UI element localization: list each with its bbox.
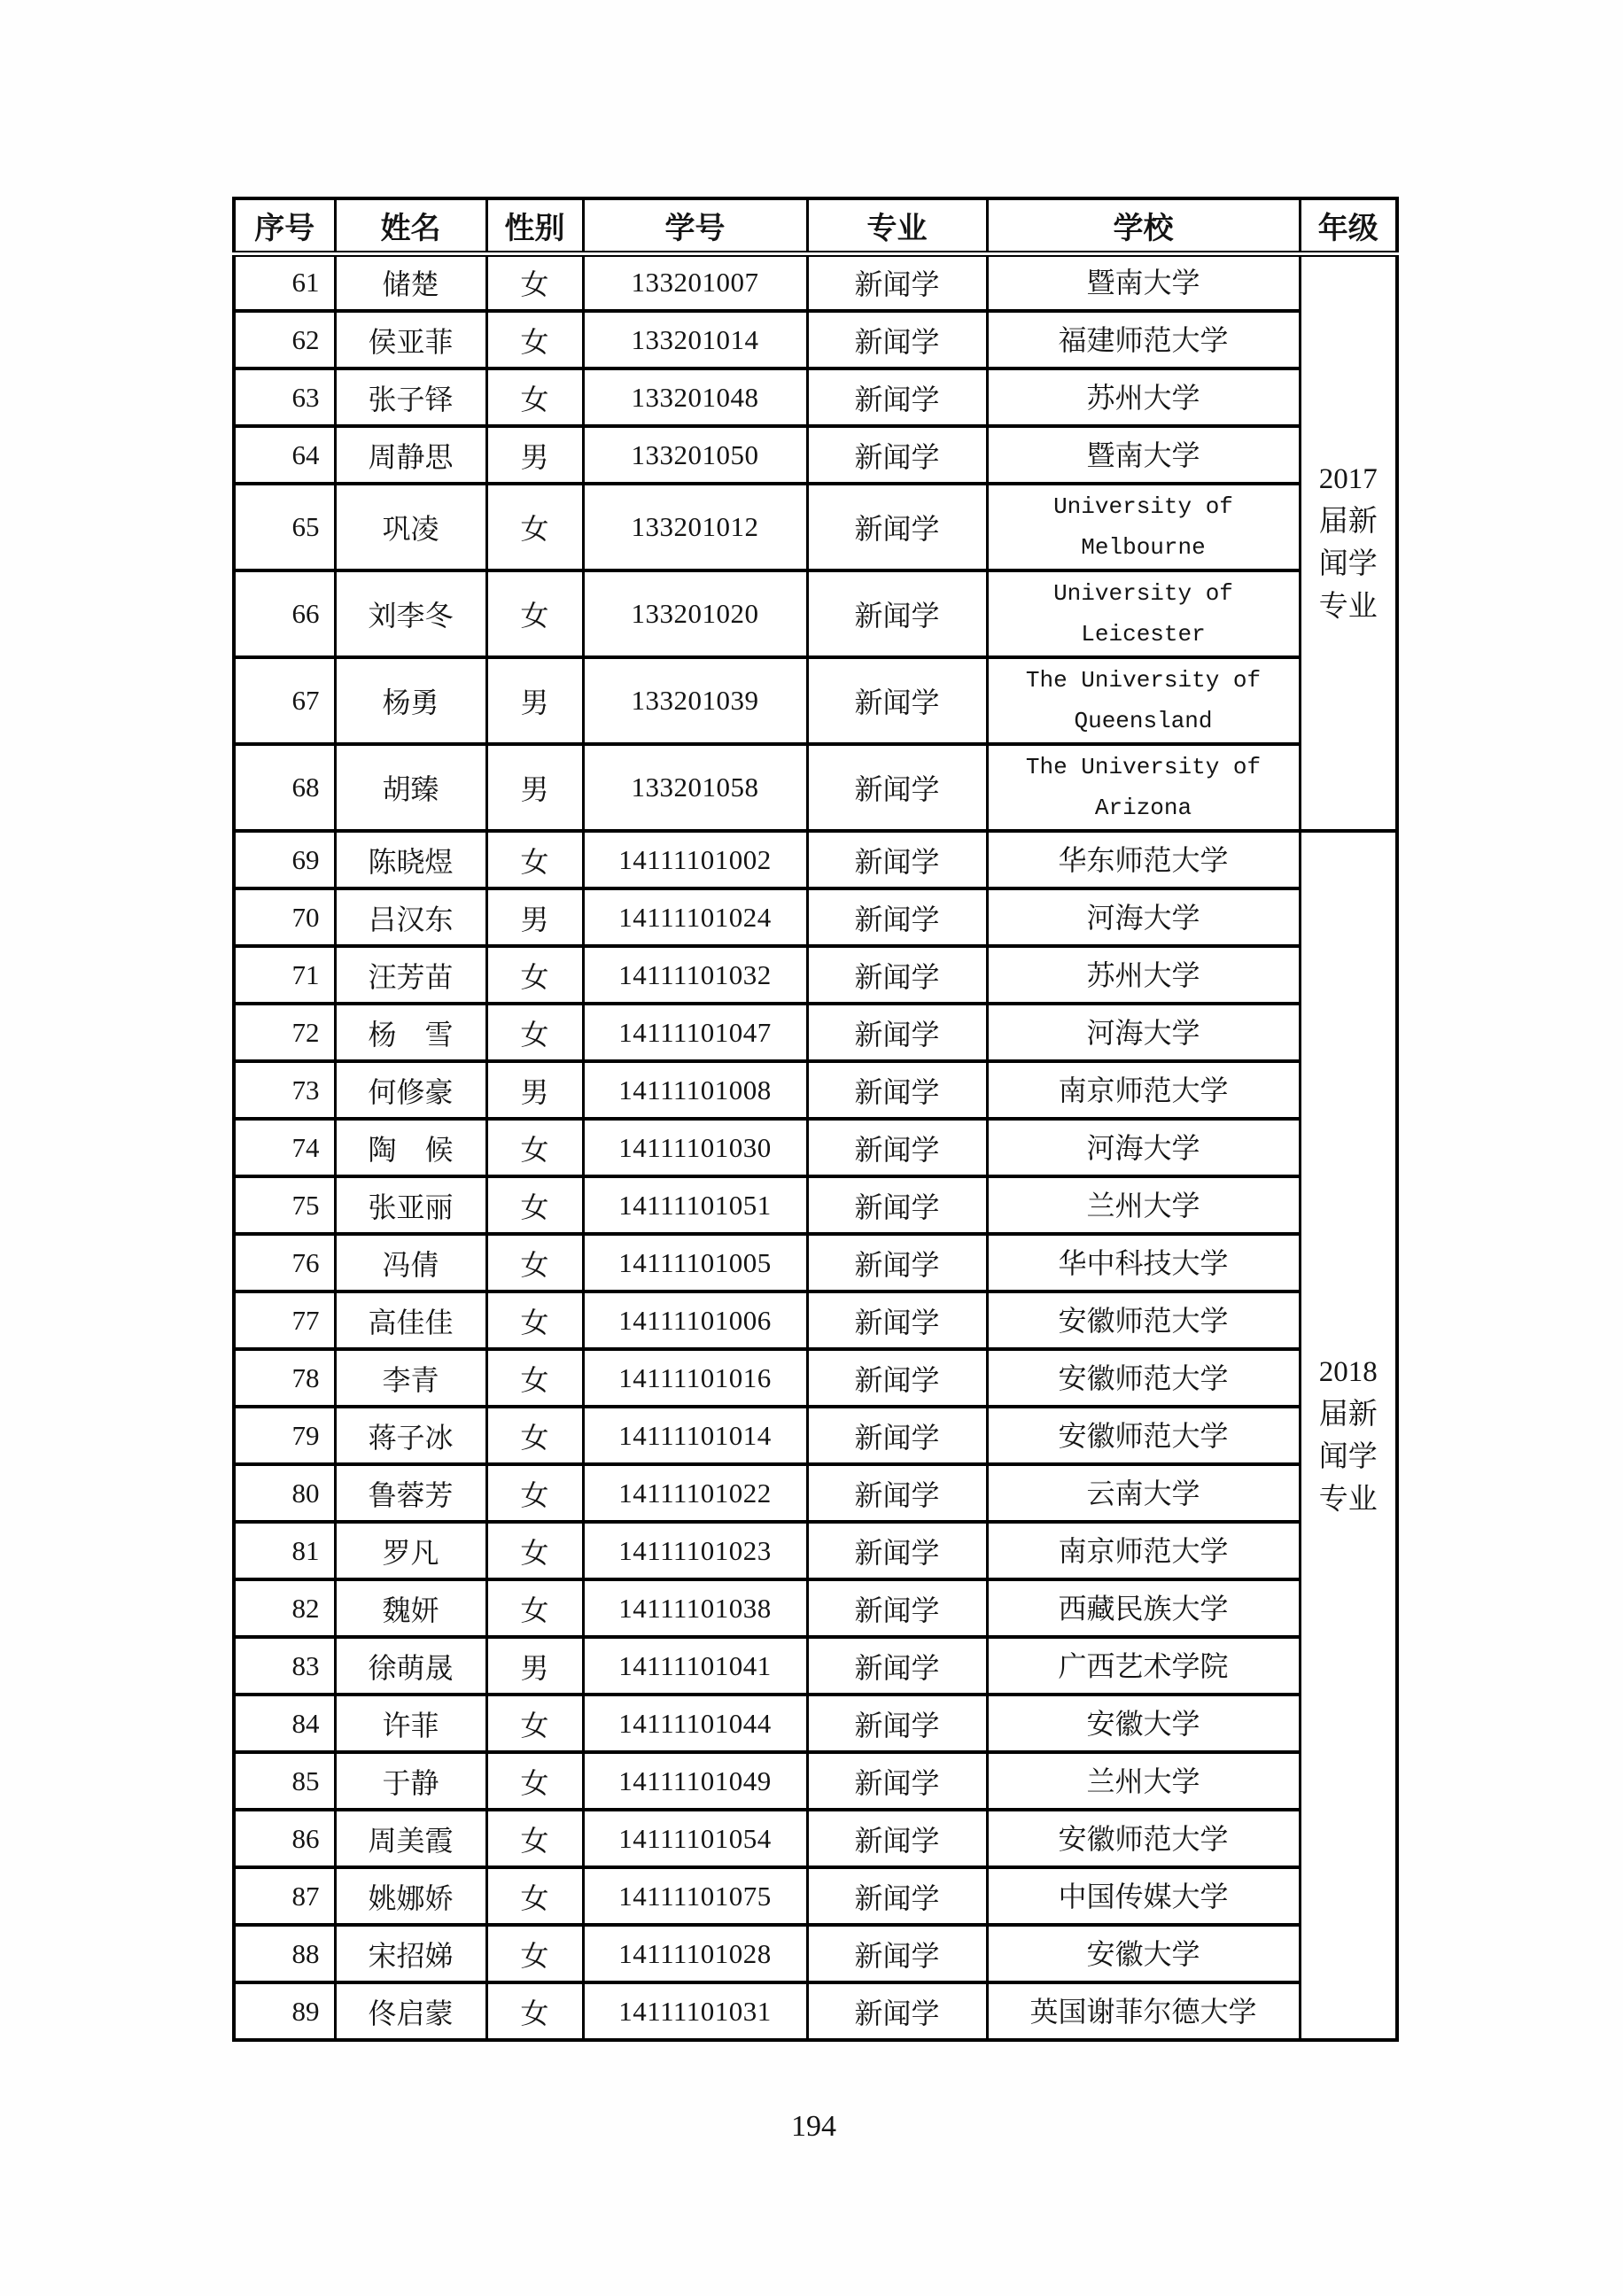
cell-gender: 女 — [486, 253, 583, 311]
cell-school: 云南大学 — [987, 1464, 1300, 1522]
cell-name: 张子铎 — [335, 368, 486, 426]
cell-gender: 女 — [486, 831, 583, 888]
cell-school: 安徽师范大学 — [987, 1292, 1300, 1349]
cell-serial-number: 81 — [234, 1522, 335, 1579]
cell-major: 新闻学 — [807, 1695, 987, 1752]
cell-student-id: 14111101014 — [583, 1407, 807, 1464]
cell-school: 暨南大学 — [987, 253, 1300, 311]
page-number: 194 — [791, 2110, 836, 2143]
cell-major: 新闻学 — [807, 831, 987, 888]
grade-merged-cell-2: 2018 届新 闻学 专业 — [1300, 831, 1397, 2040]
cell-name: 周静思 — [335, 426, 486, 484]
table-row — [234, 1004, 1397, 1061]
cell-student-id: 14111101030 — [583, 1119, 807, 1176]
cell-major: 新闻学 — [807, 1464, 987, 1522]
cell-name: 蒋子冰 — [335, 1407, 486, 1464]
table-row — [234, 657, 1397, 744]
grade-merged-cell-1: 2017 届新 闻学 专业 — [1300, 253, 1397, 831]
cell-major: 新闻学 — [807, 484, 987, 570]
cell-gender: 女 — [486, 570, 583, 657]
cell-major: 新闻学 — [807, 1579, 987, 1637]
cell-student-id: 133201039 — [583, 657, 807, 744]
cell-major: 新闻学 — [807, 1176, 987, 1234]
cell-serial-number: 76 — [234, 1234, 335, 1292]
table-row — [234, 1810, 1397, 1867]
cell-school: 安徽大学 — [987, 1695, 1300, 1752]
cell-major: 新闻学 — [807, 368, 987, 426]
table-row — [234, 1752, 1397, 1810]
cell-school: 兰州大学 — [987, 1176, 1300, 1234]
cell-student-id: 133201048 — [583, 368, 807, 426]
cell-school: University of Melbourne — [987, 484, 1300, 570]
cell-major: 新闻学 — [807, 1119, 987, 1176]
cell-name: 杨 雪 — [335, 1004, 486, 1061]
cell-school: 安徽师范大学 — [987, 1810, 1300, 1867]
cell-serial-number: 71 — [234, 946, 335, 1004]
cell-serial-number: 89 — [234, 1982, 335, 2040]
cell-name: 鲁蓉芳 — [335, 1464, 486, 1522]
cell-major: 新闻学 — [807, 1925, 987, 1982]
cell-serial-number: 88 — [234, 1925, 335, 1982]
column-header-5: 专业 — [807, 198, 987, 253]
cell-name: 杨勇 — [335, 657, 486, 744]
cell-major: 新闻学 — [807, 888, 987, 946]
cell-major: 新闻学 — [807, 570, 987, 657]
cell-name: 巩凌 — [335, 484, 486, 570]
cell-school: 广西艺术学院 — [987, 1637, 1300, 1695]
cell-name: 于静 — [335, 1752, 486, 1810]
cell-serial-number: 61 — [234, 253, 335, 311]
cell-serial-number: 84 — [234, 1695, 335, 1752]
cell-major: 新闻学 — [807, 311, 987, 368]
column-header-3: 性别 — [486, 198, 583, 253]
cell-serial-number: 65 — [234, 484, 335, 570]
cell-major: 新闻学 — [807, 1752, 987, 1810]
cell-name: 侯亚菲 — [335, 311, 486, 368]
cell-student-id: 14111101051 — [583, 1176, 807, 1234]
cell-major: 新闻学 — [807, 657, 987, 744]
roster-table-container — [232, 197, 1399, 2042]
table-row — [234, 1407, 1397, 1464]
cell-major: 新闻学 — [807, 1522, 987, 1579]
cell-school: 英国谢菲尔德大学 — [987, 1982, 1300, 2040]
cell-serial-number: 63 — [234, 368, 335, 426]
cell-student-id: 14111101049 — [583, 1752, 807, 1810]
cell-serial-number: 62 — [234, 311, 335, 368]
cell-student-id: 14111101032 — [583, 946, 807, 1004]
cell-student-id: 133201012 — [583, 484, 807, 570]
cell-student-id: 14111101002 — [583, 831, 807, 888]
cell-student-id: 14111101024 — [583, 888, 807, 946]
cell-gender: 女 — [486, 1752, 583, 1810]
table-row — [234, 1579, 1397, 1637]
cell-gender: 女 — [486, 1292, 583, 1349]
cell-name: 罗凡 — [335, 1522, 486, 1579]
column-header-2: 姓名 — [335, 198, 486, 253]
table-row — [234, 1119, 1397, 1176]
cell-gender: 女 — [486, 946, 583, 1004]
cell-gender: 女 — [486, 1810, 583, 1867]
cell-gender: 女 — [486, 1695, 583, 1752]
cell-school: The University of Queensland — [987, 657, 1300, 744]
cell-serial-number: 87 — [234, 1867, 335, 1925]
cell-gender: 女 — [486, 368, 583, 426]
cell-student-id: 133201020 — [583, 570, 807, 657]
cell-school: 暨南大学 — [987, 426, 1300, 484]
cell-student-id: 14111101005 — [583, 1234, 807, 1292]
cell-name: 刘李冬 — [335, 570, 486, 657]
cell-major: 新闻学 — [807, 744, 987, 831]
header-row — [234, 198, 1397, 253]
table-row — [234, 1349, 1397, 1407]
table-row — [234, 831, 1397, 888]
cell-school: 华东师范大学 — [987, 831, 1300, 888]
cell-student-id: 14111101038 — [583, 1579, 807, 1637]
cell-student-id: 14111101075 — [583, 1867, 807, 1925]
cell-gender: 女 — [486, 1176, 583, 1234]
table-row — [234, 1464, 1397, 1522]
cell-school: 中国传媒大学 — [987, 1867, 1300, 1925]
cell-gender: 女 — [486, 1579, 583, 1637]
cell-student-id: 14111101031 — [583, 1982, 807, 2040]
cell-name: 储楚 — [335, 253, 486, 311]
cell-school: 安徽师范大学 — [987, 1407, 1300, 1464]
table-body — [234, 253, 1397, 2040]
column-header-1: 序号 — [234, 198, 335, 253]
cell-name: 许菲 — [335, 1695, 486, 1752]
cell-name: 徐萌晟 — [335, 1637, 486, 1695]
table-row — [234, 570, 1397, 657]
cell-serial-number: 72 — [234, 1004, 335, 1061]
cell-student-id: 14111101006 — [583, 1292, 807, 1349]
cell-student-id: 133201058 — [583, 744, 807, 831]
cell-student-id: 14111101023 — [583, 1522, 807, 1579]
cell-serial-number: 70 — [234, 888, 335, 946]
cell-name: 胡臻 — [335, 744, 486, 831]
cell-name: 高佳佳 — [335, 1292, 486, 1349]
cell-serial-number: 79 — [234, 1407, 335, 1464]
table-row — [234, 484, 1397, 570]
cell-gender: 男 — [486, 1061, 583, 1119]
cell-school: 安徽大学 — [987, 1925, 1300, 1982]
cell-major: 新闻学 — [807, 1349, 987, 1407]
cell-serial-number: 64 — [234, 426, 335, 484]
cell-name: 张亚丽 — [335, 1176, 486, 1234]
table-header — [234, 198, 1397, 253]
cell-major: 新闻学 — [807, 426, 987, 484]
cell-school: 河海大学 — [987, 888, 1300, 946]
cell-serial-number: 85 — [234, 1752, 335, 1810]
cell-student-id: 14111101047 — [583, 1004, 807, 1061]
table-row — [234, 1867, 1397, 1925]
cell-school: The University of Arizona — [987, 744, 1300, 831]
table-row — [234, 311, 1397, 368]
cell-student-id: 14111101044 — [583, 1695, 807, 1752]
cell-school: 兰州大学 — [987, 1752, 1300, 1810]
table-row — [234, 744, 1397, 831]
cell-gender: 女 — [486, 1349, 583, 1407]
cell-serial-number: 68 — [234, 744, 335, 831]
cell-student-id: 133201007 — [583, 253, 807, 311]
cell-major: 新闻学 — [807, 253, 987, 311]
cell-name: 陶 候 — [335, 1119, 486, 1176]
table-row — [234, 368, 1397, 426]
table-row — [234, 426, 1397, 484]
cell-student-id: 14111101041 — [583, 1637, 807, 1695]
cell-serial-number: 74 — [234, 1119, 335, 1176]
cell-gender: 女 — [486, 1522, 583, 1579]
cell-gender: 男 — [486, 744, 583, 831]
table-row — [234, 253, 1397, 311]
column-header-4: 学号 — [583, 198, 807, 253]
cell-gender: 男 — [486, 426, 583, 484]
cell-name: 周美霞 — [335, 1810, 486, 1867]
cell-gender: 女 — [486, 311, 583, 368]
cell-serial-number: 67 — [234, 657, 335, 744]
cell-school: 安徽师范大学 — [987, 1349, 1300, 1407]
cell-major: 新闻学 — [807, 1867, 987, 1925]
cell-school: 苏州大学 — [987, 946, 1300, 1004]
cell-name: 李青 — [335, 1349, 486, 1407]
table-row — [234, 1292, 1397, 1349]
cell-serial-number: 78 — [234, 1349, 335, 1407]
column-header-6: 学校 — [987, 198, 1300, 253]
cell-name: 魏妍 — [335, 1579, 486, 1637]
table-row — [234, 1695, 1397, 1752]
cell-serial-number: 83 — [234, 1637, 335, 1695]
cell-name: 何修豪 — [335, 1061, 486, 1119]
cell-gender: 女 — [486, 1464, 583, 1522]
cell-gender: 女 — [486, 1234, 583, 1292]
cell-school: 南京师范大学 — [987, 1522, 1300, 1579]
cell-major: 新闻学 — [807, 946, 987, 1004]
cell-serial-number: 66 — [234, 570, 335, 657]
cell-student-id: 14111101054 — [583, 1810, 807, 1867]
cell-student-id: 14111101028 — [583, 1925, 807, 1982]
table-row — [234, 1637, 1397, 1695]
cell-major: 新闻学 — [807, 1061, 987, 1119]
cell-gender: 男 — [486, 1637, 583, 1695]
cell-serial-number: 73 — [234, 1061, 335, 1119]
cell-school: 南京师范大学 — [987, 1061, 1300, 1119]
cell-major: 新闻学 — [807, 1982, 987, 2040]
cell-gender: 女 — [486, 1119, 583, 1176]
column-header-7: 年级 — [1300, 198, 1397, 253]
cell-name: 陈晓煜 — [335, 831, 486, 888]
cell-student-id: 133201014 — [583, 311, 807, 368]
cell-gender: 女 — [486, 1982, 583, 2040]
cell-student-id: 14111101008 — [583, 1061, 807, 1119]
cell-name: 吕汉东 — [335, 888, 486, 946]
table-row — [234, 1176, 1397, 1234]
cell-major: 新闻学 — [807, 1407, 987, 1464]
cell-gender: 女 — [486, 484, 583, 570]
cell-name: 佟启蒙 — [335, 1982, 486, 2040]
cell-serial-number: 80 — [234, 1464, 335, 1522]
cell-serial-number: 75 — [234, 1176, 335, 1234]
cell-name: 宋招娣 — [335, 1925, 486, 1982]
cell-major: 新闻学 — [807, 1292, 987, 1349]
cell-student-id: 133201050 — [583, 426, 807, 484]
cell-name: 汪芳苗 — [335, 946, 486, 1004]
cell-gender: 女 — [486, 1867, 583, 1925]
table-row — [234, 1061, 1397, 1119]
cell-major: 新闻学 — [807, 1810, 987, 1867]
table-row — [234, 1234, 1397, 1292]
cell-gender: 男 — [486, 657, 583, 744]
cell-student-id: 14111101016 — [583, 1349, 807, 1407]
cell-school: 河海大学 — [987, 1119, 1300, 1176]
cell-school: University of Leicester — [987, 570, 1300, 657]
table-row — [234, 1982, 1397, 2040]
cell-serial-number: 77 — [234, 1292, 335, 1349]
cell-name: 冯倩 — [335, 1234, 486, 1292]
table-row — [234, 1925, 1397, 1982]
table-row — [234, 888, 1397, 946]
cell-gender: 女 — [486, 1004, 583, 1061]
cell-gender: 女 — [486, 1407, 583, 1464]
cell-major: 新闻学 — [807, 1234, 987, 1292]
cell-student-id: 14111101022 — [583, 1464, 807, 1522]
cell-gender: 女 — [486, 1925, 583, 1982]
student-roster-table — [232, 197, 1399, 2042]
table-row — [234, 946, 1397, 1004]
table-row — [234, 1522, 1397, 1579]
cell-school: 苏州大学 — [987, 368, 1300, 426]
cell-school: 河海大学 — [987, 1004, 1300, 1061]
cell-serial-number: 69 — [234, 831, 335, 888]
cell-name: 姚娜娇 — [335, 1867, 486, 1925]
cell-school: 福建师范大学 — [987, 311, 1300, 368]
cell-gender: 男 — [486, 888, 583, 946]
cell-serial-number: 86 — [234, 1810, 335, 1867]
cell-major: 新闻学 — [807, 1004, 987, 1061]
cell-school: 华中科技大学 — [987, 1234, 1300, 1292]
cell-serial-number: 82 — [234, 1579, 335, 1637]
cell-school: 西藏民族大学 — [987, 1579, 1300, 1637]
cell-major: 新闻学 — [807, 1637, 987, 1695]
